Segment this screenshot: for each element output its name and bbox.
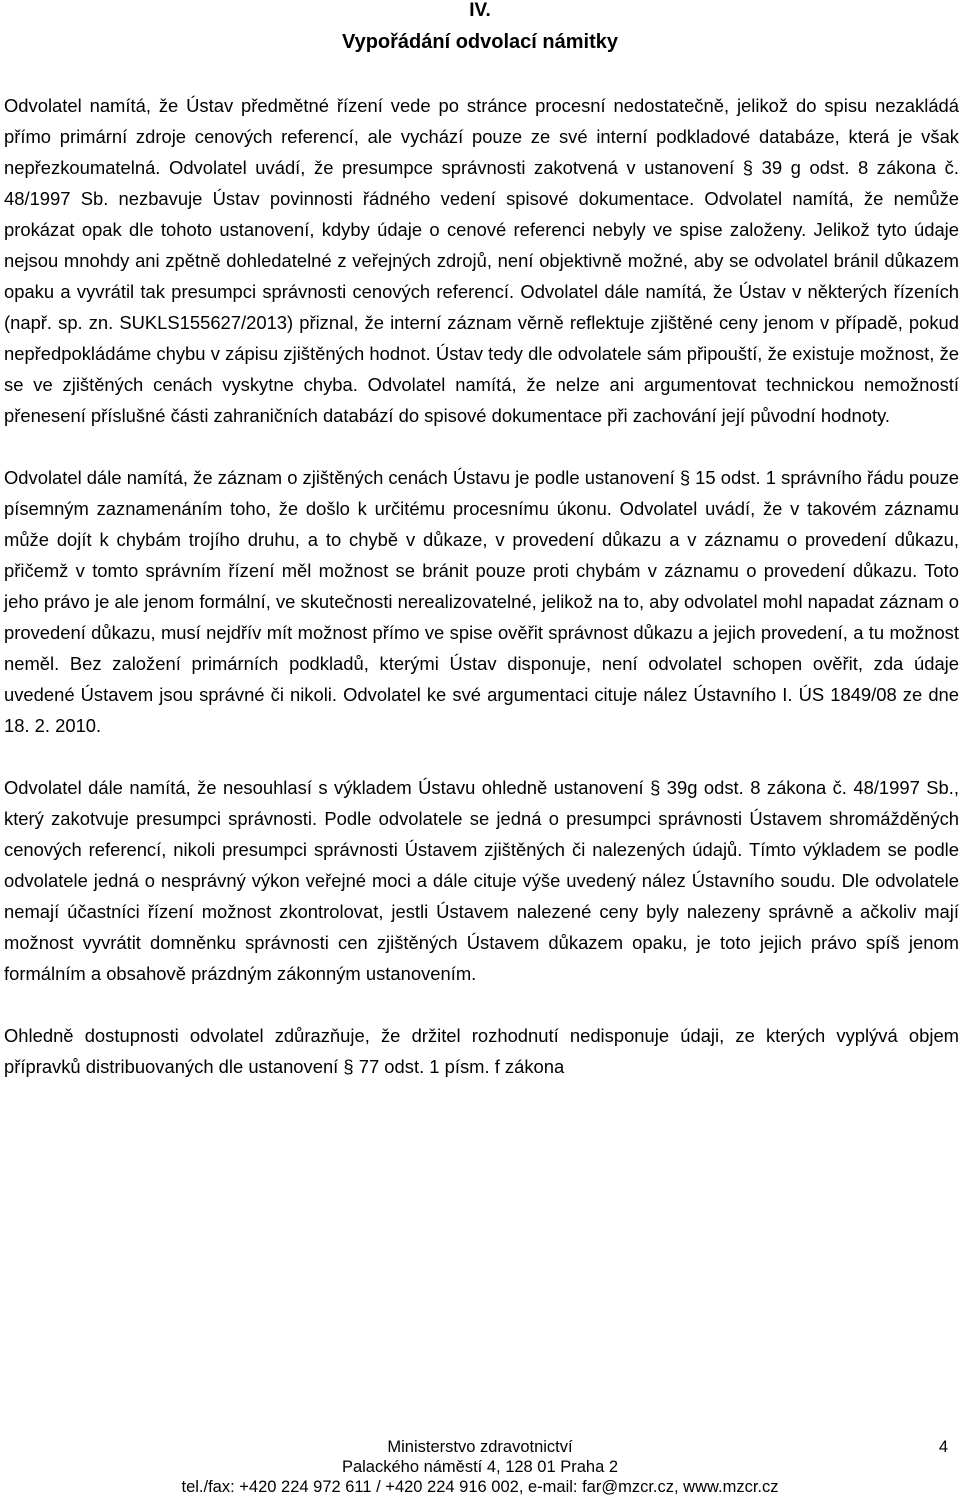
page-footer [0,1437,960,1497]
section-title: Vypořádání odvolací námitky [341,31,618,53]
footer-institution: Ministerstvo zdravotnictví [387,1438,573,1456]
footer-contact: tel./fax: +420 224 972 611 / +420 224 916 002, e-mail: far@mzcr.cz, www.mzcr.cz [181,1478,779,1496]
section-number: IV. [469,0,491,21]
paragraph-1: Odvolatel namítá, že Ústav předmětné řízení vede po stránce procesní nedostatečně, jelikož do spisu nezakládá přímo primární zdroje cenových referencí, ale vychází pouze ze své interní podkladové databáze, která je však nepřezkoumatelná. Odvolatel uvádí, že presumpce správnosti zakotvená v ustanovení § 39 g odst. 8 zákona č. 48/1997 Sb. nezbavuje Ústav povinnosti řádného vedení spisové dokumentace. Odvolatel namítá, že nemůže prokázat opak dle tohoto ustanovení, kdyby údaje o cenové referenci nebyly ve spise založeny. Jelikož tyto údaje nejsou mnohdy ani zpětně dohledatelné z veřejných zdrojů, není objektivně možné, aby se odvolatel bránil důkazem opaku a vyvrátil tak presumpci správnosti cenových referencí. Odvolatel dále namítá, že Ústav v některých řízeních (např. sp. zn. SUKLS155627/2013) přiznal, že interní záznam věrně reflektuje zjištěné ceny jenom v případě, pokud nepředpokládáme chybu v zápisu zjištěných hodnot. Ústav tedy dle odvolatele sám připouští, že existuje možnost, že se ve zjištěných cenách vyskytne chyba. Odvolatel namítá, že nelze ani argumentovat technickou nemožností přenesení příslušné části zahraničních databází do spisové dokumentace při zachování její původní hodnoty. [4,95,959,426]
paragraph-3: Odvolatel dále namítá, že nesouhlasí s výkladem Ústavu ohledně ustanovení § 39g odst. 8 zákona č. 48/1997 Sb., který zakotvuje presumpci správnosti. Podle odvolatele se jedná o presumpci správnosti Ústavem shromážděných cenových referencí, nikoli presumpci správnosti Ústavem zjištěných či nalezených údajů. Tímto výkladem se podle odvolatele jedná o nesprávný výkon veřejné moci a dále cituje výše uvedený nález Ústavního soudu. Dle odvolatele nemají účastníci řízení možnost zkontrolovat, jestli Ústavem nalezené ceny byly nalezeny správně a ačkoliv mají možnost vyvrátit domněnku správnosti cen zjištěných Ústavem důkazem opaku, je toto jejich právo spíš jenom formálním a obsahově prázdným zákonným ustanovením. [4,777,959,984]
paragraph-4: Ohledně dostupnosti odvolatel zdůrazňuje, že držitel rozhodnutí nedisponuje údaji, ze kterých vyplývá objem přípravků distribuovaných dle ustanovení § 77 odst. 1 písm. f zákona [4,1025,959,1077]
page-number: 4 [938,1438,948,1456]
footer-address: Palackého náměstí 4, 128 01 Praha 2 [341,1458,619,1476]
document-body [4,90,959,1082]
paragraph-2: Odvolatel dále namítá, že záznam o zjištěných cenách Ústavu je podle ustanovení § 15 odst. 1 správního řádu pouze písemným zaznamenáním toho, že došlo k určitému procesnímu úkonu. Odvolatel uvádí, že v takovém záznamu může dojít k chybám trojího druhu, a to chybě v důkaze, v provedení důkazu a v záznamu o provedení důkazu, přičemž v tomto správním řízení měl možnost se bránit pouze proti chybám v záznamu o provedení důkazu. Toto jeho právo je ale jenom formální, ve skutečnosti nerealizovatelné, jelikož na to, aby odvolatel mohl napadat záznam o provedení důkazu, musí nejdřív mít možnost přímo ve spise ověřit správnost důkazu a jejich provedení, a tu možnost neměl. Bez založení primárních podkladů, kterými Ústav disponuje, není odvolatel schopen ověřit, zda údaje uvedené Ústavem jsou správné či nikoli. Odvolatel ke své argumentaci cituje nález Ústavního I. ÚS 1849/08 ze dne 18. 2. 2010. [4,467,959,736]
